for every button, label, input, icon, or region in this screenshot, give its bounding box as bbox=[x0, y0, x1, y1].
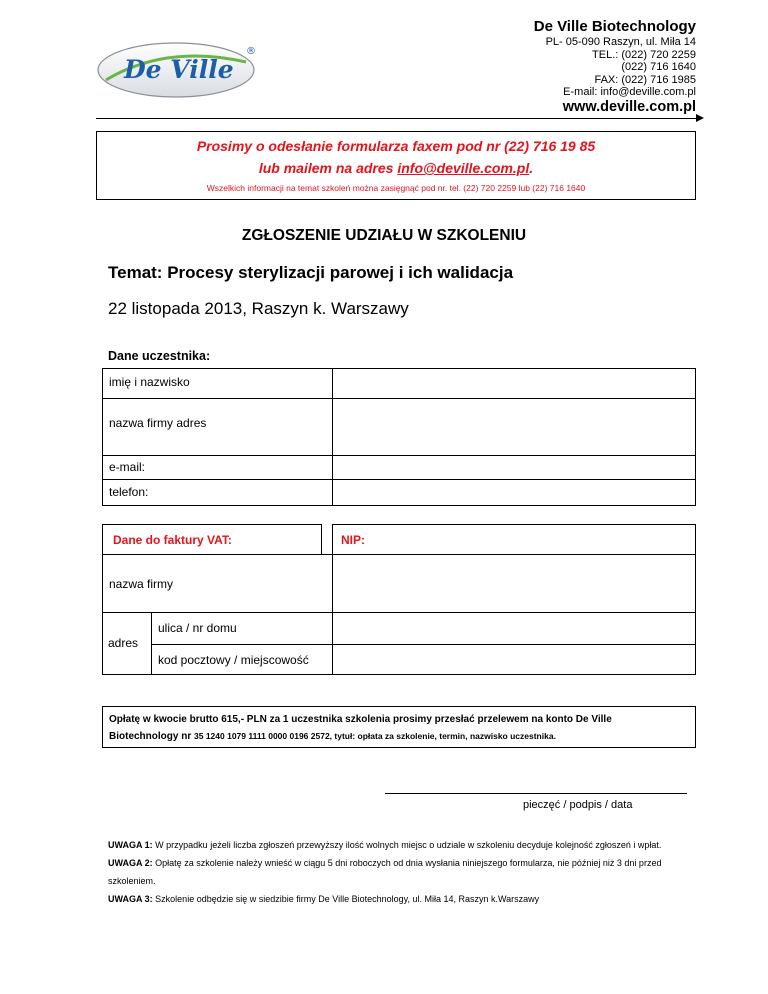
note-1-text: W przypadku jeżeli liczba zgłoszeń przewyższy ilość wolnych miejsc o udziale w szkoleniu decyduje kolejność zgłoszeń i wpłat. bbox=[152, 840, 662, 850]
header-divider bbox=[96, 118, 700, 119]
postal-label: kod pocztowy / miejscowość bbox=[158, 653, 309, 667]
logo-registered-mark: ® bbox=[246, 46, 256, 57]
company-name: De Ville Biotechnology bbox=[533, 18, 696, 35]
notice-line2-prefix: lub mailem na adres bbox=[258, 160, 398, 176]
payment-info-box bbox=[102, 706, 696, 748]
company-tel2: (022) 716 1640 bbox=[621, 61, 696, 73]
payment-account-prefix: Biotechnology nr bbox=[109, 731, 194, 742]
participant-section-label: Dane uczestnika: bbox=[108, 349, 211, 363]
company-address-field[interactable] bbox=[332, 398, 696, 456]
email-label-cell bbox=[102, 455, 333, 480]
form-title: ZGŁOSZENIE UDZIAŁU W SZKOLENIU bbox=[241, 227, 527, 244]
note-2 bbox=[108, 854, 696, 890]
notes-section bbox=[108, 836, 696, 908]
company-address-label: nazwa firmy adres bbox=[109, 416, 207, 430]
company-address-label-cell bbox=[102, 398, 333, 456]
note-1-label: UWAGA 1: bbox=[108, 840, 153, 850]
name-label-cell bbox=[102, 368, 333, 399]
vat-label: Dane do faktury VAT: bbox=[113, 533, 232, 547]
street-label-cell bbox=[151, 612, 333, 645]
notice-line1: Prosimy o odesłanie formularza faxem pod nr (22) 716 19 85 bbox=[196, 138, 596, 154]
nip-label: NIP: bbox=[341, 533, 365, 547]
note-3-label: UWAGA 3: bbox=[108, 894, 153, 904]
de-ville-logo bbox=[96, 34, 266, 100]
company-email[interactable]: E-mail: info@deville.com.pl bbox=[563, 86, 696, 98]
payment-account-details: 35 1240 1079 1111 0000 0196 2572, tytuł: opłata za szkolenie, termin, nazwisko uczestnika. bbox=[194, 731, 556, 741]
name-label: imię i nazwisko bbox=[109, 375, 190, 389]
signature-label: pieczęć / podpis / data bbox=[523, 799, 633, 811]
nip-field[interactable] bbox=[332, 524, 696, 555]
vat-address-label: adres bbox=[108, 636, 139, 650]
vat-label-cell bbox=[102, 524, 322, 555]
vat-company-name-label: nazwa firmy bbox=[109, 577, 174, 591]
company-tel1: TEL.: (022) 720 2259 bbox=[592, 48, 696, 61]
arrow-right-icon bbox=[696, 114, 704, 122]
note-3-text: Szkolenie odbędzie się w siedzibie firmy De Ville Biotechnology, ul. Miła 14, Raszyn k.Warszawy bbox=[152, 894, 540, 904]
vat-company-name-field[interactable] bbox=[332, 554, 696, 613]
payment-line1: Opłatę w kwocie brutto 615,- PLN za 1 uczestnika szkolenia prosimy przesłać przelewem na konto De Ville bbox=[109, 714, 612, 725]
note-2-text: Opłatę za szkolenie należy wnieść w ciągu 5 dni roboczych od dnia wysłania niniejszego formularza, nie później niż 3 dni przed szkoleniem. bbox=[108, 858, 662, 886]
payment-line2 bbox=[109, 728, 689, 745]
note-1 bbox=[108, 836, 696, 854]
company-website[interactable]: www.deville.com.pl bbox=[562, 98, 696, 115]
street-field[interactable] bbox=[332, 612, 696, 645]
logo-text: De Ville bbox=[124, 55, 234, 84]
email-label: e-mail: bbox=[109, 460, 146, 474]
vat-company-name-label-cell bbox=[102, 554, 333, 613]
company-fax: FAX: (022) 716 1985 bbox=[594, 73, 696, 86]
signature-line[interactable] bbox=[385, 793, 687, 794]
notice-line2 bbox=[97, 158, 695, 178]
phone-field[interactable] bbox=[332, 479, 696, 506]
note-3 bbox=[108, 890, 696, 908]
vat-address-label-cell bbox=[102, 612, 152, 675]
email-field[interactable] bbox=[332, 455, 696, 480]
fax-notice-box bbox=[96, 131, 696, 200]
company-info bbox=[534, 18, 696, 116]
training-topic: Temat: Procesy sterylizacji parowej i ich walidacja bbox=[108, 263, 514, 282]
training-date: 22 listopada 2013, Raszyn k. Warszawy bbox=[108, 299, 409, 318]
notice-line3: Wszelkich informacji na temat szkoleń można zasięgnąć pod nr. tel. (22) 720 2259 lub (22) 716 1640 bbox=[206, 183, 586, 193]
phone-label-cell bbox=[102, 479, 333, 506]
street-label: ulica / nr domu bbox=[158, 621, 237, 635]
note-2-label: UWAGA 2: bbox=[108, 858, 153, 868]
notice-line2-suffix: . bbox=[529, 160, 534, 176]
company-address: PL- 05-090 Raszyn, ul. Miła 14 bbox=[545, 36, 696, 48]
phone-label: telefon: bbox=[109, 485, 149, 499]
postal-label-cell bbox=[151, 644, 333, 675]
name-field[interactable] bbox=[332, 368, 696, 399]
notice-email-link[interactable]: info@deville.com.pl bbox=[397, 160, 530, 176]
postal-field[interactable] bbox=[332, 644, 696, 675]
